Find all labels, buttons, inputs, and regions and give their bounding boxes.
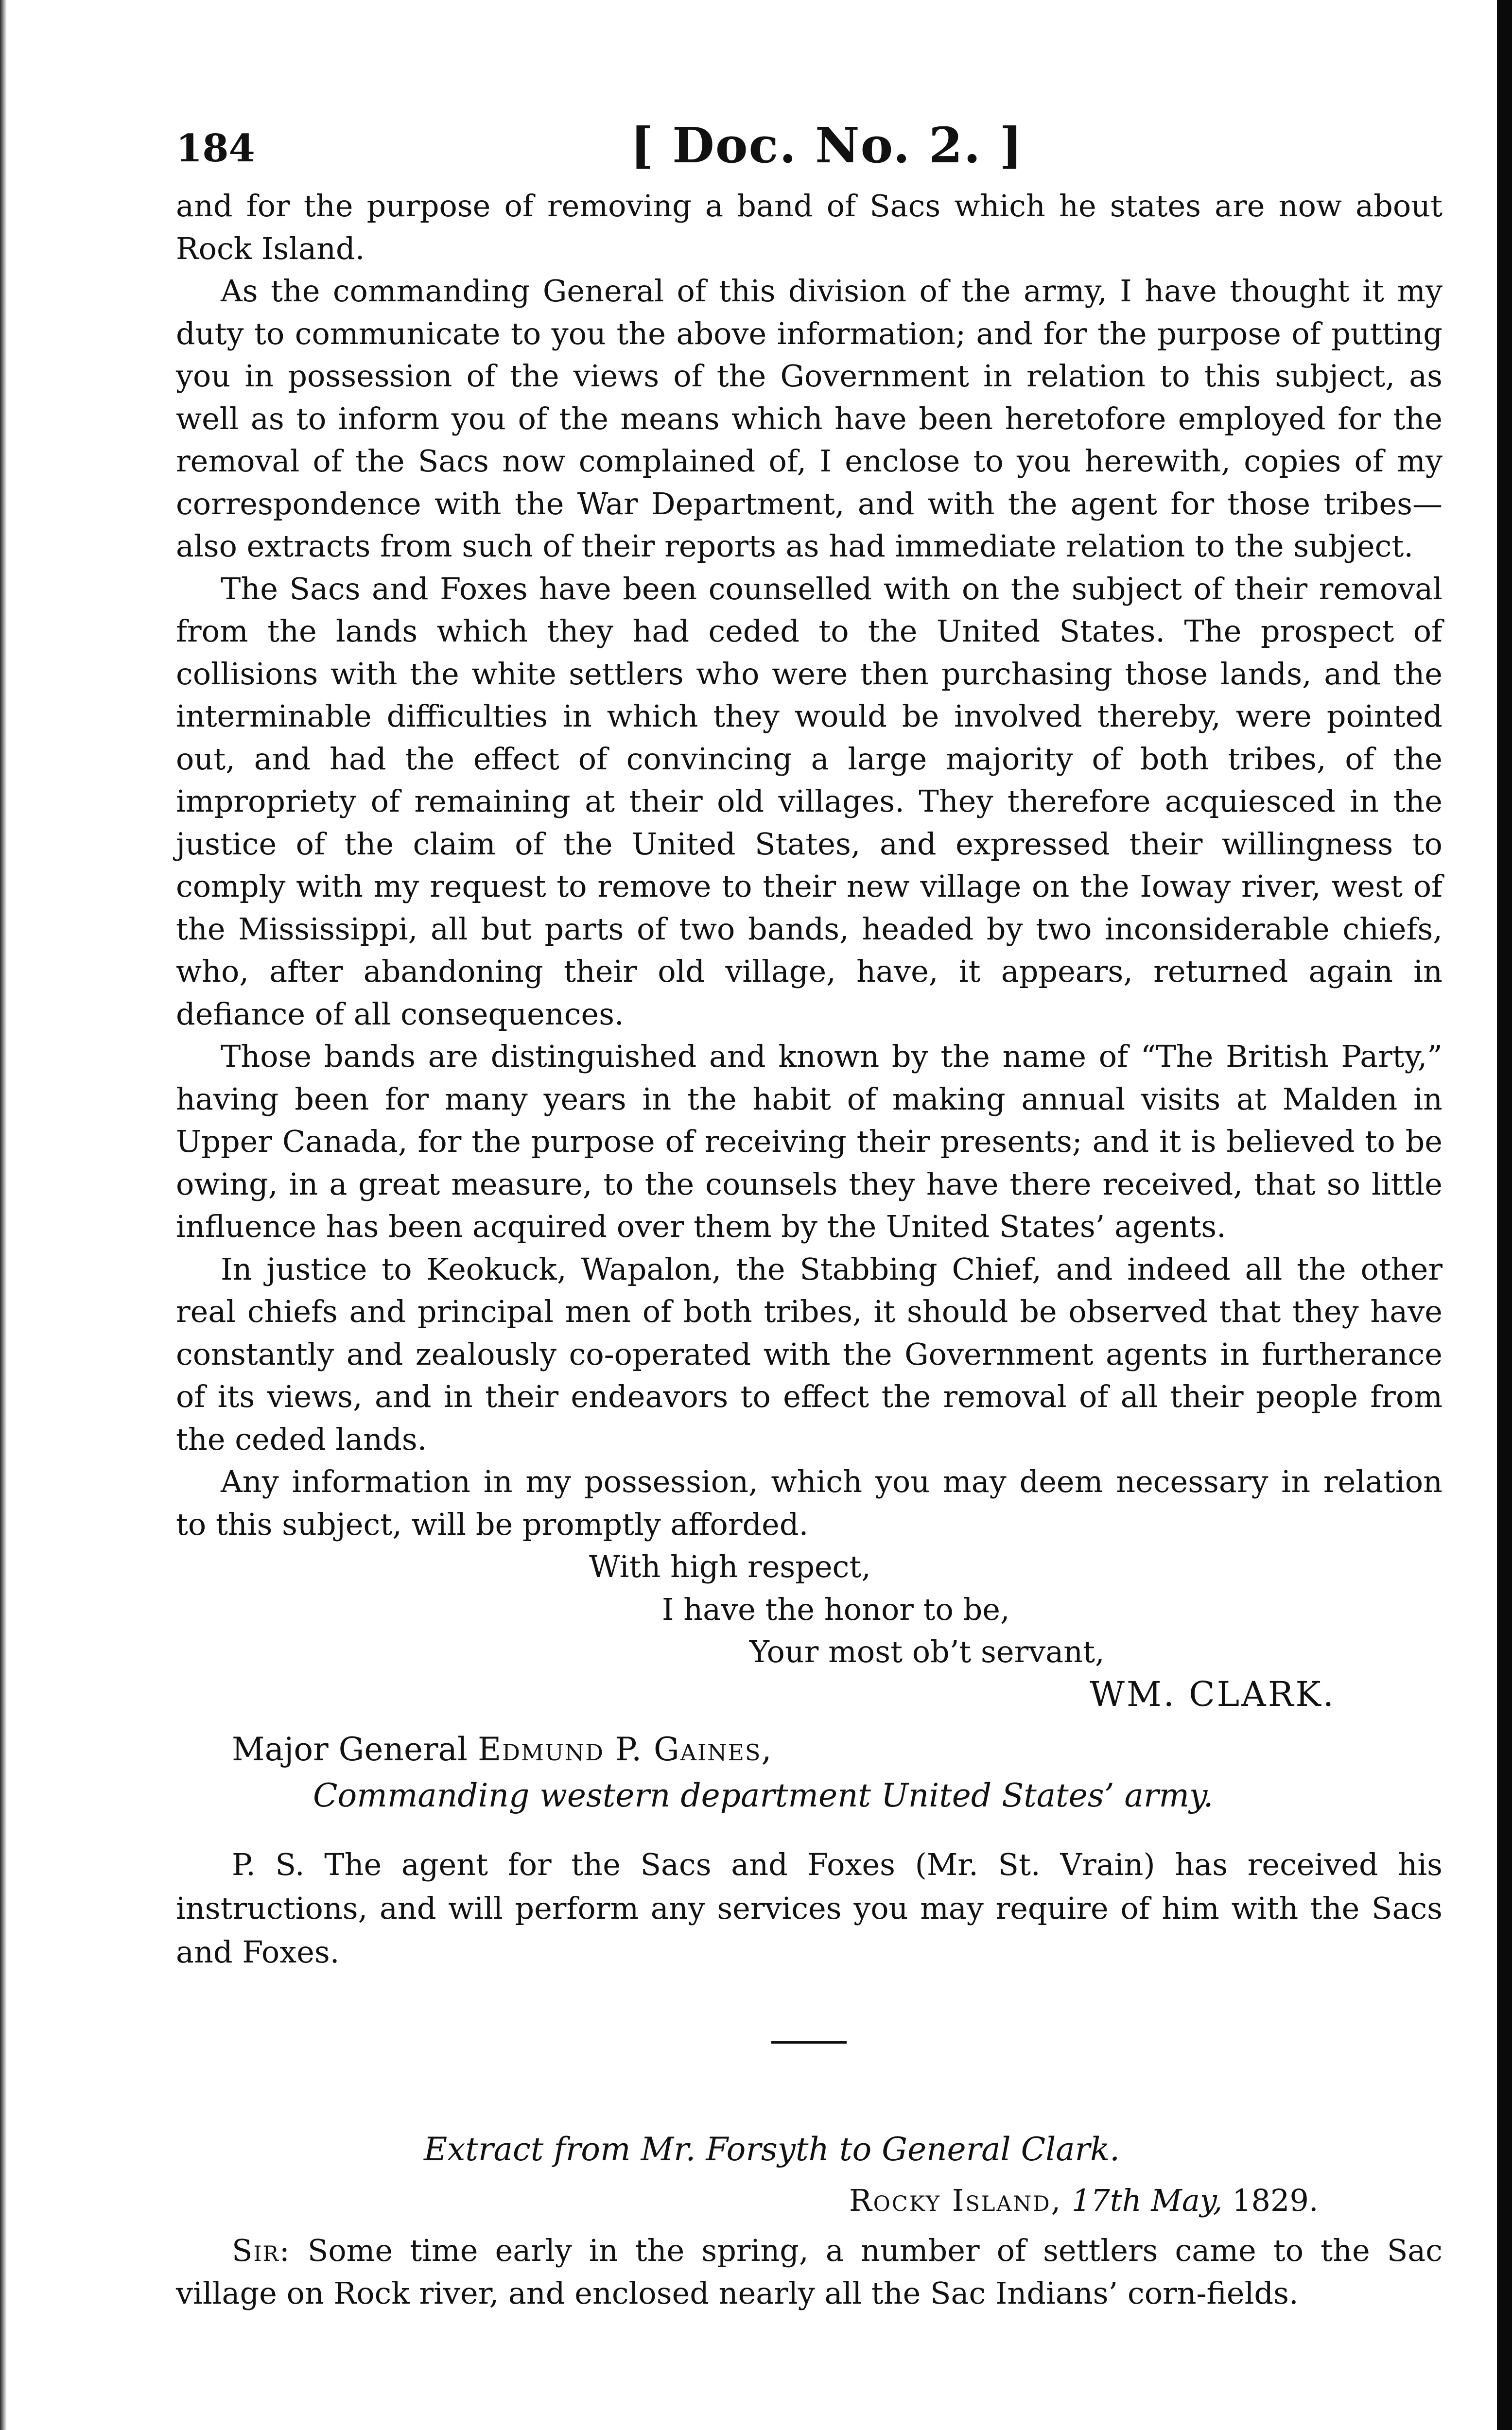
extract-title: Extract from Mr. Forsyth to General Clark. (424, 2131, 1120, 2168)
page-number: 184 (176, 126, 255, 171)
postscript: P. S. The agent for the Sacs and Foxes (Mr. St. Vrain) has received his instructions, and will perform any services you may require of him with the Sacs and Foxes. (176, 1847, 1442, 1970)
extract-body-text: Some time early in the spring, a number of settlers came to the Sac village on Rock river, and enclosed nearly all the Sac Indians’ corn-fields. (176, 2233, 1442, 2311)
letter-closing (176, 1545, 1442, 1716)
dateline-place: Rocky Island, (849, 2183, 1062, 2218)
extract-dateline (176, 2177, 1442, 2223)
addressee-name: Edmund P. Gaines, (478, 1731, 773, 1768)
paragraph-keokuck: In justice to Keokuck, Wapalon, the Stabbing Chief, and indeed all the other real chiefs and principal men of both tribes, it should be observed that they have constantly and zealously co-operated with the Government agents in furtherance of its views, and in their endeavors to effect the removal of all their people from the ceded lands. (176, 1251, 1442, 1457)
addressee-rank: Major General (232, 1731, 468, 1768)
paragraph-information: Any information in my possession, which you may deem necessary in relation to this subject, will be promptly afforded. (176, 1464, 1442, 1542)
paragraph-sacs-and-foxes: The Sacs and Foxes have been counselled with on the subject of their removal from the lands which they had ceded to the United States. The prospect of collisions with the white settlers who were then purchasing those lands, and the interminable difficulties in which they would be involved thereby, were pointed out, and had the effect of convincing a large majority of both tribes, of the impropriety of remaining at their old villages. They therefore acquiesced in the justice of the claim of the United States, and expressed their willingness to comply with my request to remove to their new village on the Ioway river, west of the Mississippi, all but parts of two bands, headed by two inconsiderable chiefs, who, after abandoning their old village, have, it appears, returned again in defiance of all consequences. (176, 571, 1442, 1032)
dateline-year: 1829. (1232, 2183, 1319, 2218)
paragraph-continuation: and for the purpose of removing a band of Sacs which he states are now about Rock Island. (176, 188, 1442, 266)
closing-line-honor: I have the honor to be, (662, 1591, 1010, 1627)
document-label: [ Doc. No. 2. ] (630, 117, 1024, 174)
addressee-block (176, 1726, 1442, 1819)
extract-body (176, 2229, 1442, 2314)
letter-body (176, 185, 1442, 1545)
closing-line-respect: With high respect, (589, 1549, 871, 1584)
text-area (176, 112, 1442, 2314)
extract-salutation: Sir: (232, 2233, 291, 2268)
page-header (176, 112, 1442, 185)
closing-line-servant: Your most ob’t servant, (749, 1634, 1105, 1669)
paragraph-commanding-general: As the commanding General of this division of the army, I have thought it my duty to communicate to you the above information; and for the purpose of putting you in possession of the views of the Government in relation to this subject, as well as to inform you of the means which have been heretofore employed for the removal of the Sacs now complained of, I enclose to you herewith, copies of my correspondence with the War Department, and with the agent for those tribes—also extracts from such of their reports as had immediate relation to the subject. (176, 273, 1442, 564)
scan-edge-shadow (0, 0, 7, 2430)
addressee-line (176, 1726, 1442, 1772)
dateline-date: 17th May, (1071, 2183, 1223, 2218)
signature: WM. CLARK. (1090, 1674, 1336, 1714)
paragraph-british-party: Those bands are distinguished and known by the name of “The British Party,” having been for many years in the habit of making annual visits at Malden in Upper Canada, for the purpose of receiving their presents; and it is believed to be owing, in a great measure, to the counsels they have there received, that so little influence has been acquired over them by the United States’ agents. (176, 1039, 1442, 1244)
addressee-title: Commanding western department United States’ army. (313, 1777, 1214, 1814)
section-divider (771, 2041, 847, 2044)
